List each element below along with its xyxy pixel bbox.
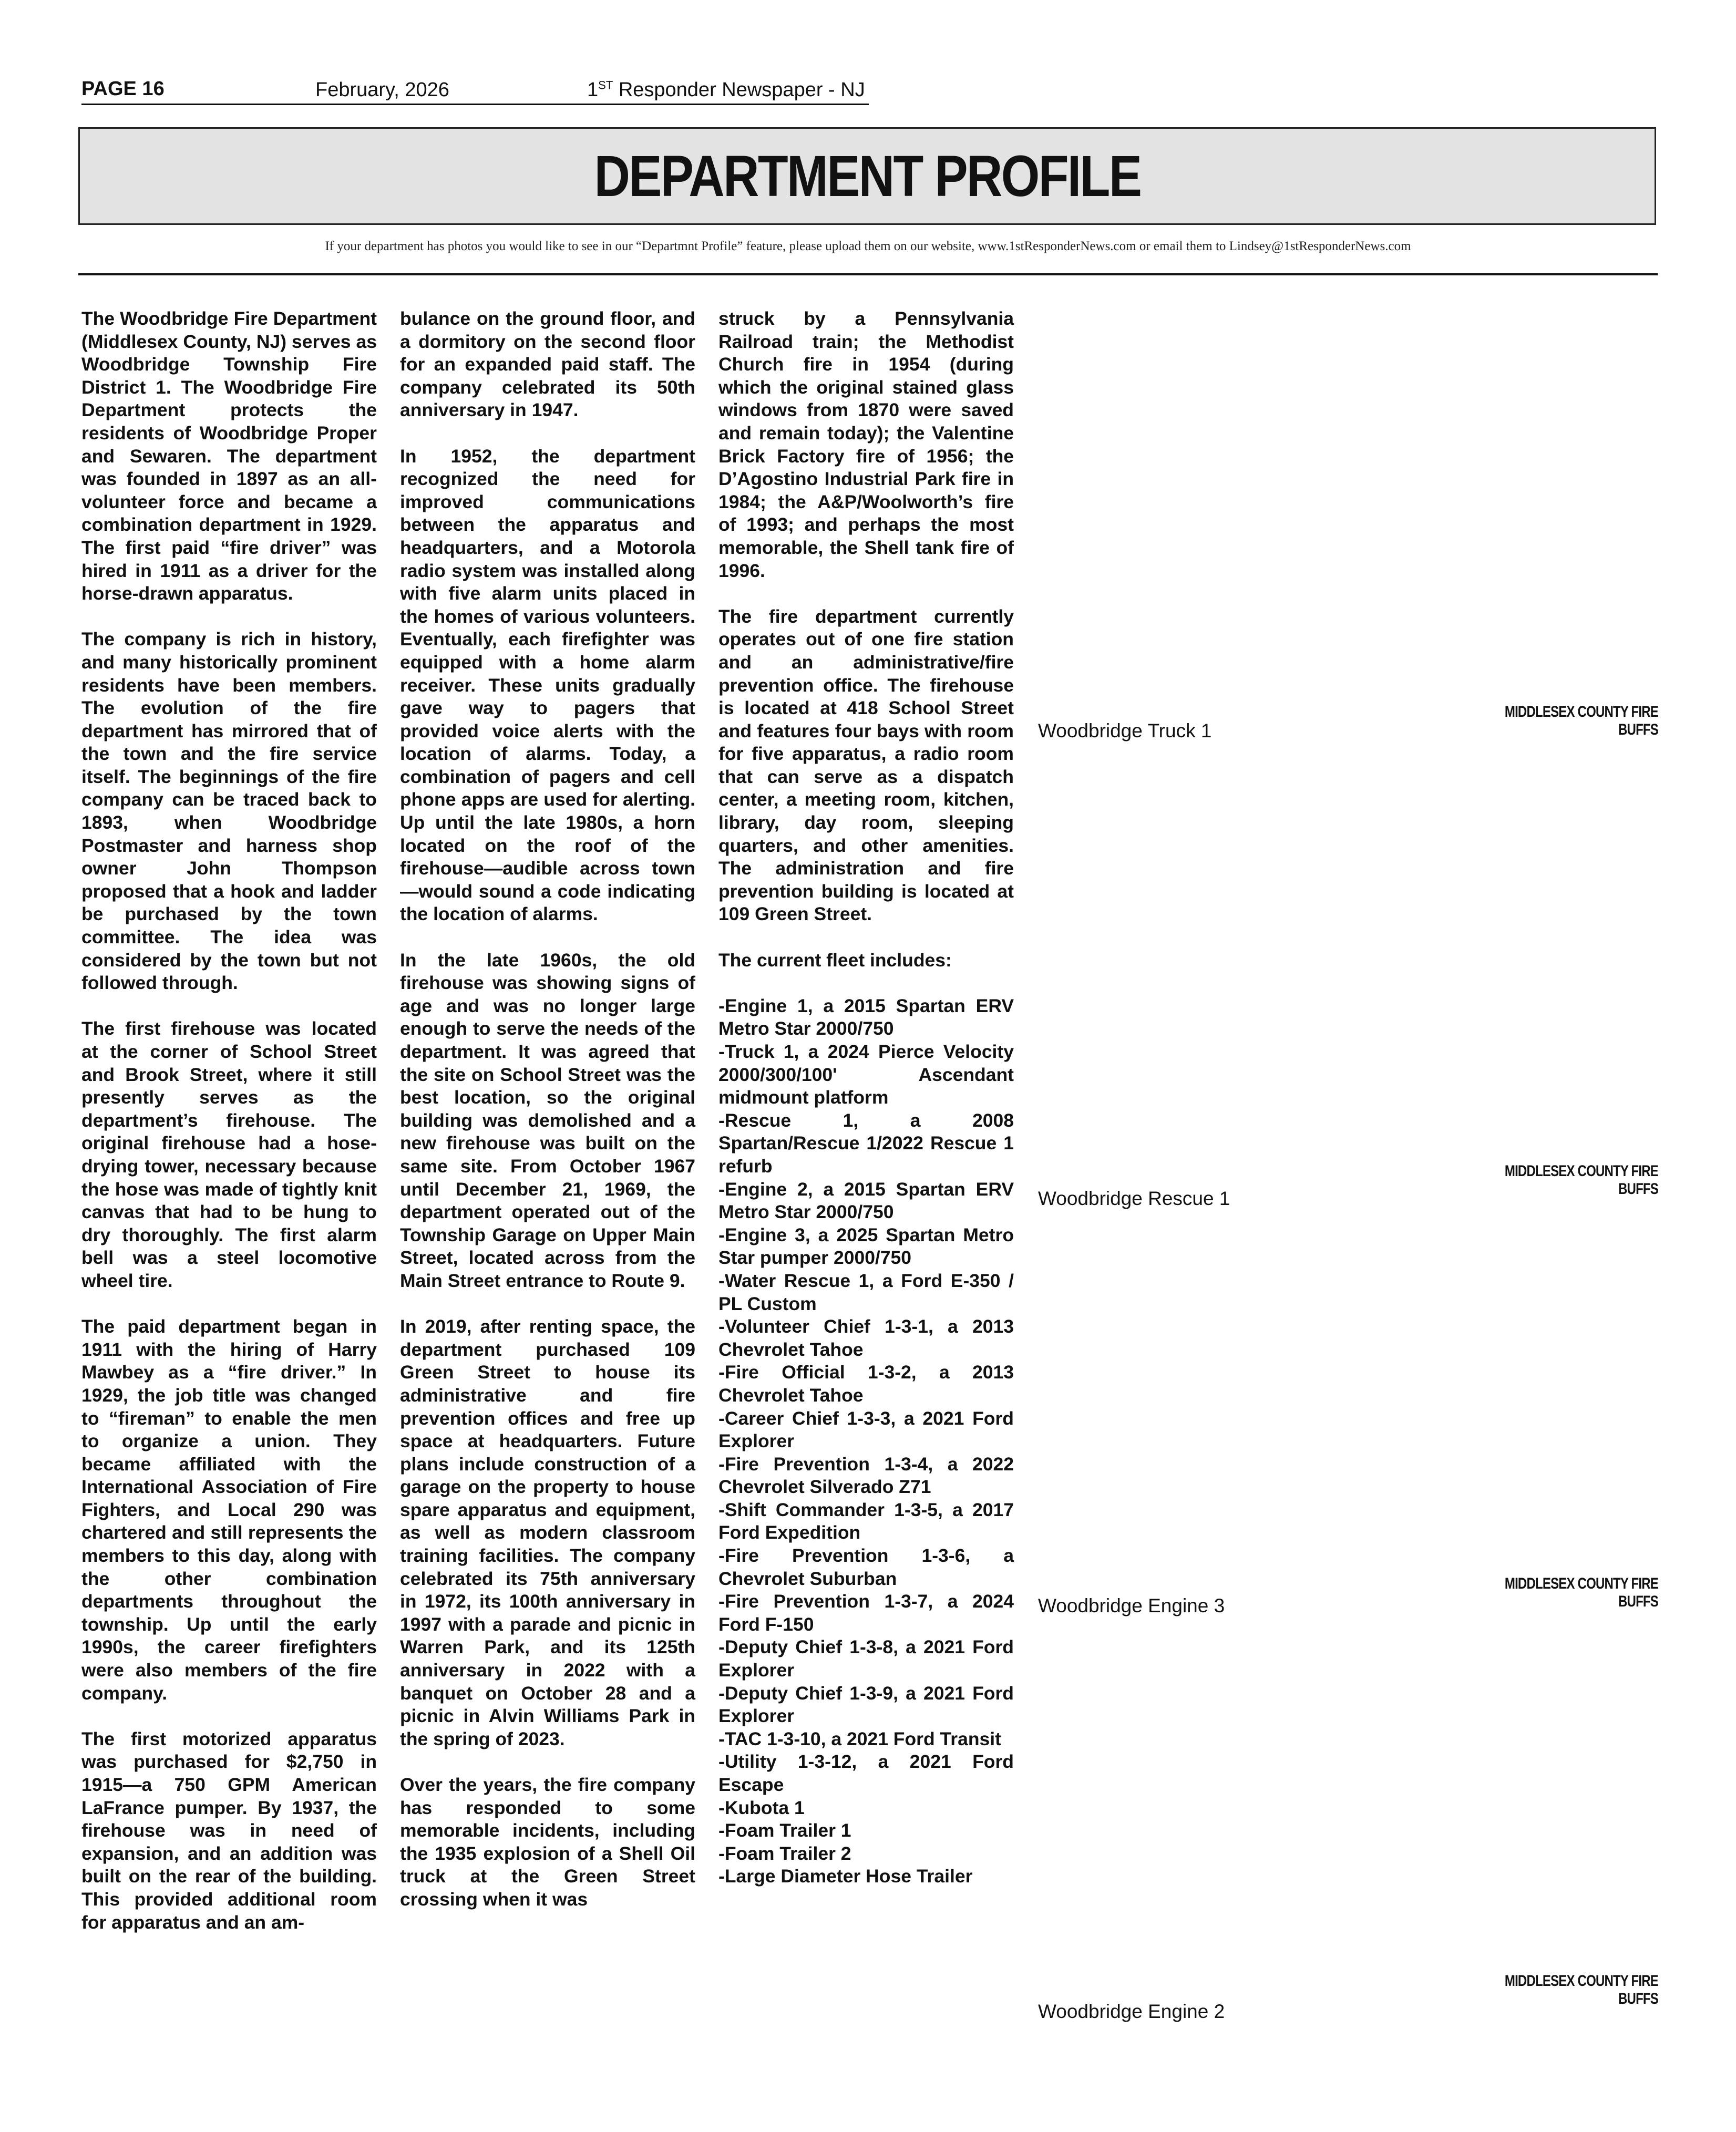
- fleet-item: -Utility 1-3-12, a 2021 Ford Escape: [718, 1751, 1014, 1795]
- issue-date: February, 2026: [315, 79, 449, 101]
- article-paragraph: bulance on the ground floor, and a dormitory on the second floor for an expanded paid staff. The company celebrated its 50th anniversary in 1947.: [400, 308, 695, 421]
- photo-credit: MIDDLESEX COUNTY FIRE BUFFS: [1504, 1972, 1658, 2007]
- fleet-item: -Career Chief 1-3-3, a 2021 Ford Explorer: [718, 1407, 1014, 1452]
- photo-credit: MIDDLESEX COUNTY FIRE BUFFS: [1504, 703, 1658, 738]
- fleet-item: -Truck 1, a 2024 Pierce Velocity 2000/300/100' Ascendant midmount platform: [718, 1041, 1014, 1108]
- article-paragraph: In 1952, the department recognized the need for improved communications between the apparatus and headquarters, and a Motorola radio system was installed along with five alarm units placed in the homes of various volunteers. Eventually, each firefighter was equipped with a home alarm receiver. These units gradually gave way to pagers that provided voice alerts with the location of alarms. Today, a combination of pagers and cell phone apps are used for alerting. Up until the late 1980s, a horn located on the roof of the firehouse—audible across town—would sound a code indicating the location of alarms.: [400, 445, 695, 925]
- newspaper-name: [587, 79, 865, 101]
- fleet-item: -Kubota 1: [718, 1797, 805, 1818]
- fleet-item: -Deputy Chief 1-3-9, a 2021 Ford Explorer: [718, 1682, 1014, 1727]
- newspaper-name-rest: Responder Newspaper - NJ: [613, 79, 865, 101]
- fleet-item: -Engine 2, a 2015 Spartan ERV Metro Star 2000/750: [718, 1178, 1014, 1223]
- page-number: PAGE 16: [81, 78, 165, 100]
- fleet-item: -Fire Prevention 1-3-6, a Chevrolet Suburban: [718, 1545, 1014, 1589]
- fleet-item: -Engine 3, a 2025 Spartan Metro Star pumper 2000/750: [718, 1224, 1014, 1269]
- fleet-item: -Foam Trailer 2: [718, 1842, 851, 1864]
- article-paragraph: The Woodbridge Fire Department (Middlesex County, NJ) serves as Woodbridge Township Fire District 1. The Woodbridge Fire Department protects the residents of Woodbridge Proper and Sewaren. The department was founded in 1897 as an all-volunteer force and became a combination department in 1929. The first paid “fire driver” was hired in 1911 as a driver for the horse-drawn apparatus.: [81, 308, 377, 604]
- article-paragraph: The paid department began in 1911 with the hiring of Harry Mawbey as a “fire driver.” In 1929, the job title was changed to “fireman” to enable the men to organize a union. They became affiliated with the International Association of Fire Fighters, and Local 290 was chartered and still represents the members to this day, along with the other combination departments throughout the township. Up until the early 1990s, the career firefighters were also members of the fire company.: [81, 1316, 377, 1704]
- fleet-item: -TAC 1-3-10, a 2021 Ford Transit: [718, 1728, 1001, 1749]
- photo-credit: MIDDLESEX COUNTY FIRE BUFFS: [1504, 1162, 1658, 1198]
- fleet-item: -Large Diameter Hose Trailer: [718, 1866, 973, 1887]
- fleet-item: -Deputy Chief 1-3-8, a 2021 Ford Explorer: [718, 1636, 1014, 1681]
- article-paragraph: The company is rich in history, and many historically prominent residents have been members. The evolution of the fire department has mirrored that of the town and the fire service itself. The beginnings of the fire company can be traced back to 1893, when Woodbridge Postmaster and harness shop owner John Thompson proposed that a hook and ladder be purchased by the town committee. The idea was considered by the town but not followed through.: [81, 629, 377, 994]
- article-paragraph: The first motorized apparatus was purchased for $2,750 in 1915—a 750 GPM American LaFrance pumper. By 1937, the firehouse was in need of expansion, and an addition was built on the rear of the building. This provided additional room for apparatus and an am-: [81, 1728, 377, 1933]
- fleet-item: -Foam Trailer 1: [718, 1820, 851, 1841]
- fleet-item: -Shift Commander 1-3-5, a 2017 Ford Expedition: [718, 1499, 1014, 1543]
- fleet-item: -Engine 1, a 2015 Spartan ERV Metro Star 2000/750: [718, 995, 1014, 1039]
- fleet-item: -Fire Prevention 1-3-4, a 2022 Chevrolet Silverado Z71: [718, 1453, 1014, 1498]
- photo-caption: Woodbridge Truck 1: [1038, 720, 1212, 741]
- header-rule: [81, 104, 869, 105]
- section-title: DEPARTMENT PROFILE: [594, 143, 1141, 209]
- photo-caption: Woodbridge Rescue 1: [1038, 1188, 1230, 1209]
- article-paragraph: Over the years, the fire company has responded to some memorable incidents, including the 1935 explosion of a Shell Oil truck at the Green Street crossing when it was: [400, 1774, 695, 1910]
- newspaper-name-prefix: 1: [587, 79, 599, 101]
- article-column-2: [400, 307, 695, 1934]
- article-paragraph: struck by a Pennsylvania Railroad train; the Methodist Church fire in 1954 (during which the original stained glass windows from 1870 were saved and remain today); the Valentine Brick Factory fire of 1956; the D’Agostino Industrial Park fire in 1984; the A&P/Woolworth’s fire of 1993; and perhaps the most memorable, the Shell tank fire of 1996.: [718, 308, 1014, 581]
- fleet-item: -Fire Official 1-3-2, a 2013 Chevrolet Tahoe: [718, 1362, 1014, 1406]
- newspaper-name-superscript: ST: [598, 78, 613, 92]
- photo-caption: Woodbridge Engine 3: [1038, 1595, 1225, 1616]
- fleet-item: -Rescue 1, a 2008 Spartan/Rescue 1/2022 Rescue 1 refurb: [718, 1109, 1014, 1177]
- fleet-item: -Volunteer Chief 1-3-1, a 2013 Chevrolet Tahoe: [718, 1316, 1014, 1360]
- article-paragraph: In 2019, after renting space, the department purchased 109 Green Street to house its administrative and fire prevention offices and free up space at headquarters. Future plans include construction of a garage on the property to house spare apparatus and equipment, as well as modern classroom training facilities. The company celebrated its 75th anniversary in 1972, its 100th anniversary in 1997 with a parade and picnic in Warren Park, and its 125th anniversary in 2022 with a banquet on October 28 and a picnic in Alvin Williams Park in the spring of 2023.: [400, 1316, 695, 1749]
- fleet-item: -Fire Prevention 1-3-7, a 2024 Ford F-150: [718, 1591, 1014, 1635]
- notice-rule: [78, 273, 1658, 275]
- article-paragraph: In the late 1960s, the old firehouse was showing signs of age and was no longer large enough to serve the needs of the department. It was agreed that the site on School Street was the best location, so the original building was demolished and a new firehouse was built on the same site. From October 1967 until December 21, 1969, the department operated out of the Township Garage on Upper Main Street, located across from the Main Street entrance to Route 9.: [400, 949, 695, 1291]
- photo-credit: MIDDLESEX COUNTY FIRE BUFFS: [1504, 1575, 1658, 1610]
- submission-notice: If your department has photos you would like to see in our “Departmnt Profile” feature, please upload them on our website, www.1stResponderNews.com or email them to Lindsey@1stResponderNews.com: [325, 239, 1411, 253]
- photo-caption: Woodbridge Engine 2: [1038, 2001, 1225, 2022]
- fleet-item: -Water Rescue 1, a Ford E-350 / PL Custom: [718, 1270, 1014, 1314]
- article-column-1: [81, 307, 377, 1957]
- article-paragraph: The fire department currently operates out of one fire station and an administrative/fire prevention office. The firehouse is located at 418 School Street and features four bays with room for five apparatus, a radio room that can serve as a dispatch center, a meeting room, kitchen, library, day room, sleeping quarters, and other amenities. The administration and fire prevention building is located at 109 Green Street.: [718, 605, 1014, 925]
- fleet-heading: The current fleet includes:: [718, 949, 952, 971]
- fleet-list: [718, 995, 1014, 1888]
- section-banner: [78, 127, 1656, 225]
- article-column-3: [718, 307, 1014, 1888]
- article-paragraph: The first firehouse was located at the corner of School Street and Brook Street, where it still presently serves as the department’s firehouse. The original firehouse had a hose-drying tower, necessary because the hose was made of tightly knit canvas that had to be hung to dry thoroughly. The first alarm bell was a steel locomotive wheel tire.: [81, 1018, 377, 1291]
